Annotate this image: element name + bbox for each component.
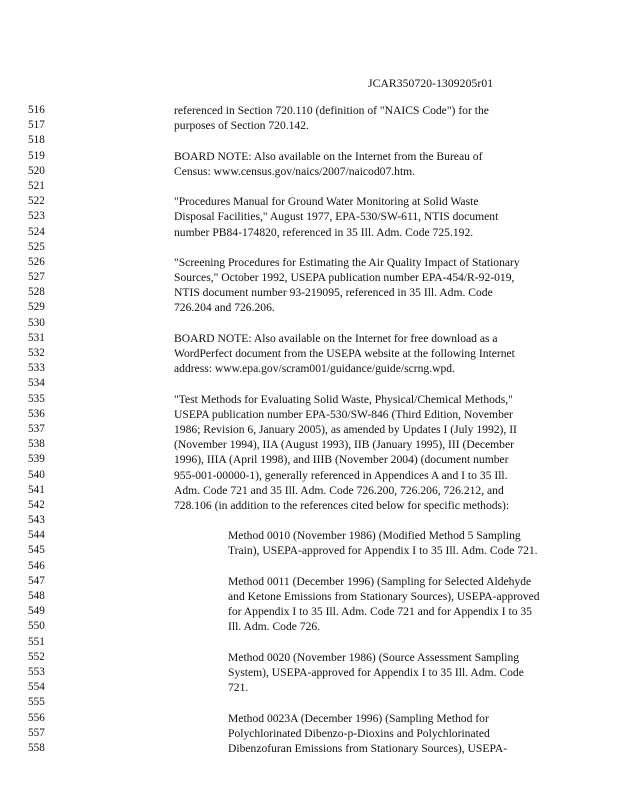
document-id: JCAR350720-1309205r01 bbox=[368, 77, 494, 90]
text-line: 726.204 and 726.206. bbox=[174, 301, 275, 315]
text-line: USEPA publication number EPA-530/SW-846 (Third Edition, November bbox=[174, 407, 513, 421]
line-number: 532 bbox=[28, 347, 45, 359]
line-number: 548 bbox=[28, 590, 45, 602]
line-number: 549 bbox=[28, 605, 45, 618]
text-line: Sources," October 1992, USEPA publication number EPA-454/R-92-019, bbox=[174, 271, 515, 285]
text-line: "Test Methods for Evaluating Solid Waste, Physical/Chemical Methods," bbox=[174, 392, 513, 406]
text-line: Method 0010 (November 1986) (Modified Method 5 Sampling bbox=[228, 529, 521, 543]
document-body bbox=[174, 103, 564, 756]
line-number: 554 bbox=[28, 681, 45, 694]
blank-line bbox=[174, 133, 564, 148]
line-number-column bbox=[28, 103, 64, 756]
line-number: 519 bbox=[28, 149, 45, 162]
line-number: 539 bbox=[28, 453, 45, 466]
text-line: 1996), IIIA (April 1998), and IIIB (November 2004) (document number bbox=[174, 453, 509, 467]
blank-line bbox=[174, 513, 564, 528]
text-line: Census: www.census.gov/naics/2007/naicod07.htm. bbox=[174, 164, 416, 178]
line-number: 556 bbox=[28, 711, 45, 724]
text-line: Train), USEPA-approved for Appendix I to 35 Ill. Adm. Code 721. bbox=[228, 544, 538, 558]
line-number: 522 bbox=[28, 195, 45, 208]
line-number: 534 bbox=[28, 377, 45, 390]
text-line: purposes of Section 720.142. bbox=[174, 119, 309, 133]
text-line: number PB84-174820, referenced in 35 Ill. Adm. Code 725.192. bbox=[174, 225, 474, 239]
line-number: 557 bbox=[28, 726, 45, 739]
text-line: Method 0020 (November 1986) (Source Assessment Sampling bbox=[228, 650, 520, 664]
text-line: for Appendix I to 35 Ill. Adm. Code 721 and for Appendix I to 35 bbox=[228, 605, 532, 619]
line-number: 531 bbox=[28, 331, 45, 344]
blank-line bbox=[174, 376, 564, 391]
text-line: BOARD NOTE: Also available on the Internet from the Bureau of bbox=[174, 149, 483, 163]
line-number: 545 bbox=[28, 544, 45, 557]
text-line: address: www.epa.gov/scram001/guidance/guide/scrng.wpd. bbox=[174, 362, 455, 376]
line-number: 558 bbox=[28, 741, 45, 754]
text-line: 728.106 (in addition to the references cited below for specific methods): bbox=[174, 498, 510, 512]
line-number: 541 bbox=[28, 483, 45, 496]
line-number: 525 bbox=[28, 240, 45, 253]
text-line: System), USEPA-approved for Appendix I to 35 Ill. Adm. Code bbox=[228, 665, 524, 679]
text-line: BOARD NOTE: Also available on the Internet for free download as a bbox=[174, 331, 498, 345]
line-number: 527 bbox=[28, 271, 45, 284]
text-line: Adm. Code 721 and 35 Ill. Adm. Code 726.200, 726.206, 726.212, and bbox=[174, 483, 504, 497]
line-number: 536 bbox=[28, 407, 45, 420]
line-number: 542 bbox=[28, 498, 45, 511]
line-number: 517 bbox=[28, 119, 45, 132]
text-line: referenced in Section 720.110 (definition of "NAICS Code") for the bbox=[174, 104, 489, 117]
text-line: Ill. Adm. Code 726. bbox=[228, 620, 321, 634]
line-number: 529 bbox=[28, 301, 45, 314]
line-number: 538 bbox=[28, 438, 45, 451]
line-number: 547 bbox=[28, 574, 45, 587]
line-number: 537 bbox=[28, 422, 45, 435]
blank-line bbox=[174, 695, 564, 710]
blank-line bbox=[174, 316, 564, 331]
text-line: WordPerfect document from the USEPA website at the following Internet bbox=[174, 347, 515, 360]
text-line: Method 0011 (December 1996) (Sampling for Selected Aldehyde bbox=[228, 574, 532, 588]
line-number: 516 bbox=[28, 104, 45, 116]
blank-line bbox=[174, 635, 564, 650]
line-number: 523 bbox=[28, 210, 45, 223]
line-number: 521 bbox=[28, 179, 45, 192]
text-line: Dibenzofuran Emissions from Stationary Sources), USEPA- bbox=[228, 741, 508, 755]
line-number: 553 bbox=[28, 665, 45, 678]
text-line: "Screening Procedures for Estimating the Air Quality Impact of Stationary bbox=[174, 255, 520, 269]
line-number: 551 bbox=[28, 635, 45, 648]
line-number: 530 bbox=[28, 316, 45, 329]
text-line: NTIS document number 93-219095, referenced in 35 Ill. Adm. Code bbox=[174, 286, 493, 300]
line-number: 535 bbox=[28, 392, 45, 405]
line-number: 524 bbox=[28, 225, 45, 238]
blank-line bbox=[174, 559, 564, 574]
line-number: 540 bbox=[28, 468, 45, 481]
line-number: 528 bbox=[28, 286, 45, 299]
text-line: "Procedures Manual for Ground Water Monitoring at Solid Waste bbox=[174, 195, 479, 209]
text-line: 1986; Revision 6, January 2005), as amended by Updates I (July 1992), II bbox=[174, 422, 517, 436]
text-line: 721. bbox=[228, 681, 249, 695]
blank-line bbox=[174, 179, 564, 194]
line-number: 550 bbox=[28, 620, 45, 633]
text-line: Method 0023A (December 1996) (Sampling Method for bbox=[228, 711, 489, 725]
line-number: 543 bbox=[28, 514, 45, 527]
line-number: 518 bbox=[28, 134, 45, 147]
line-number: 555 bbox=[28, 696, 45, 709]
text-line: (November 1994), IIA (August 1993), IIB (January 1995), III (December bbox=[174, 438, 514, 452]
line-number: 552 bbox=[28, 650, 45, 663]
line-number: 520 bbox=[28, 164, 45, 177]
line-number: 546 bbox=[28, 559, 45, 572]
line-number: 526 bbox=[28, 255, 45, 268]
line-number: 533 bbox=[28, 362, 45, 375]
text-line: and Ketone Emissions from Stationary Sources), USEPA-approved bbox=[228, 590, 540, 603]
text-line: Disposal Facilities," August 1977, EPA-530/SW-611, NTIS document bbox=[174, 210, 499, 224]
text-line: 955-001-00000-1), generally referenced in Appendices A and I to 35 Ill. bbox=[174, 468, 508, 482]
text-line: Polychlorinated Dibenzo-p-Dioxins and Polychlorinated bbox=[228, 726, 490, 740]
line-number: 544 bbox=[28, 529, 45, 542]
blank-line bbox=[174, 240, 564, 255]
